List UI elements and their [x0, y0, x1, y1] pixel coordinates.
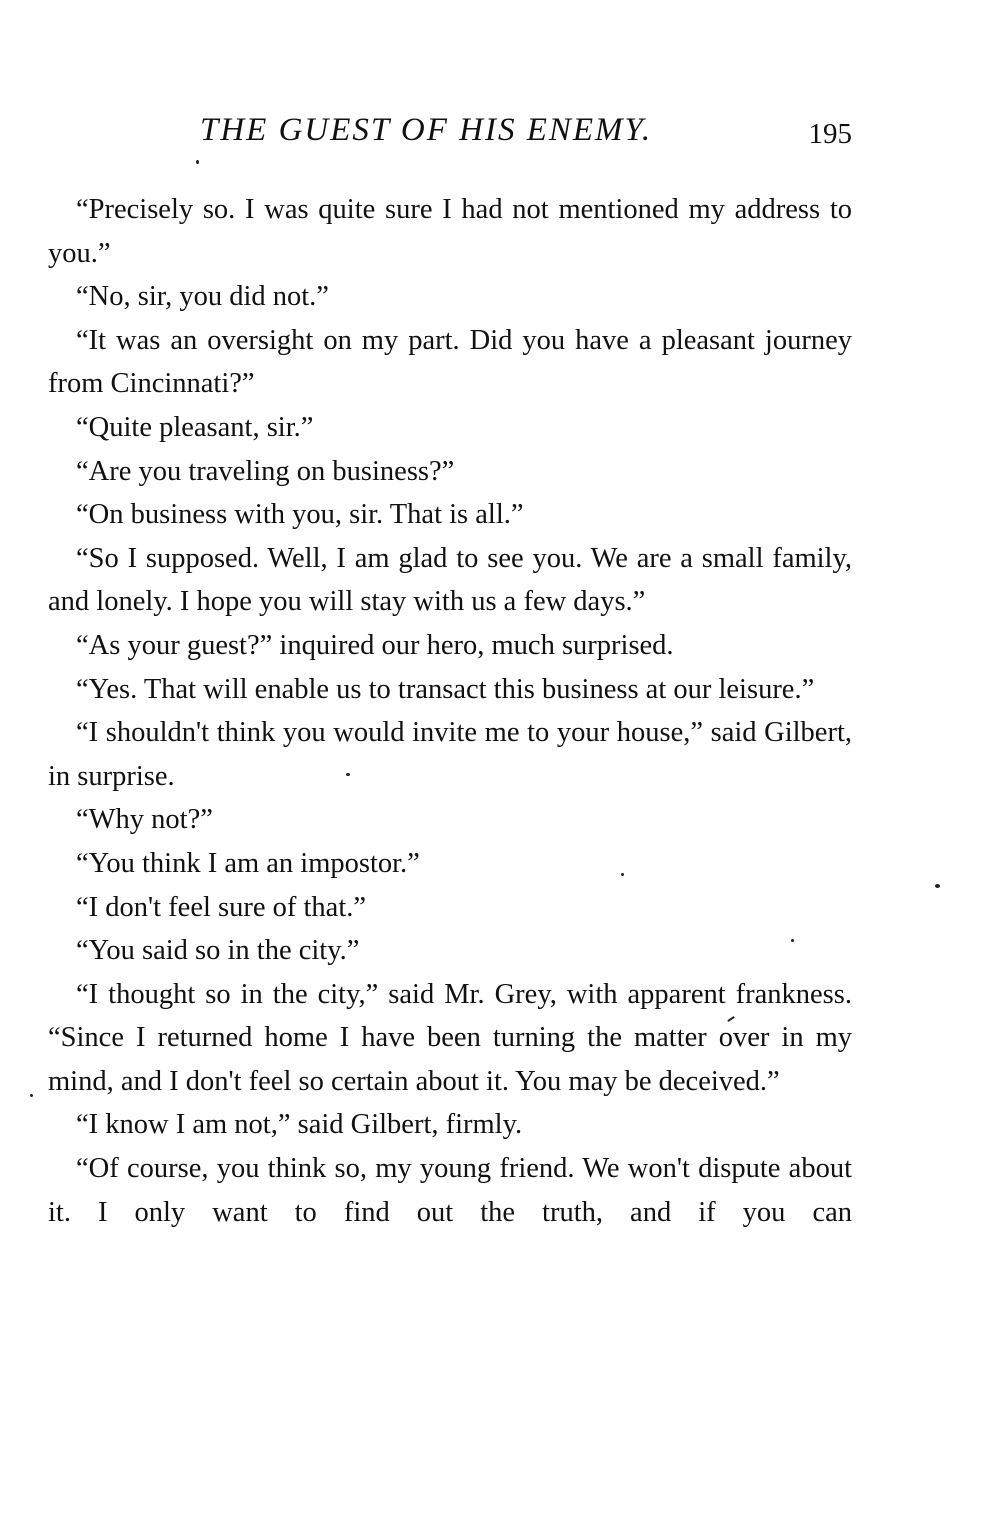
scan-speck — [621, 873, 624, 876]
paragraph: “You think I am an impostor.” — [76, 847, 420, 879]
scan-speck — [196, 160, 199, 164]
paragraph: “No, sir, you did not.” — [76, 281, 329, 313]
scan-speck — [30, 1094, 33, 1097]
paragraph: “I know I am not,” said Gilbert, firmly. — [76, 1109, 523, 1141]
body-text — [48, 188, 852, 1234]
paragraph: “You said so in the city.” — [76, 935, 360, 967]
paragraph: “I thought so in the city,” said Mr. Grey, with apparent frankness. “Since I returned home I have been turning the matter over in my mind, and I don't feel so certain about it. You may be deceived.” — [48, 978, 852, 1097]
paragraph: “Of course, you think so, my young friend. We won't dispute about it. I only want to find out the truth, and if you can — [48, 1153, 852, 1228]
page-number: 195 — [808, 118, 852, 150]
paragraph: “Why not?” — [76, 804, 213, 836]
paragraph: “Precisely so. I was quite sure I had not mentioned my address to you.” — [48, 194, 852, 269]
paragraph: “I don't feel sure of that.” — [76, 891, 367, 923]
scan-speck — [791, 939, 794, 942]
paragraph: “On business with you, sir. That is all.” — [76, 499, 524, 531]
paragraph: “Are you traveling on business?” — [76, 455, 455, 487]
running-head — [0, 112, 990, 160]
paragraph: “It was an oversight on my part. Did you have a pleasant journey from Cincinnati?” — [48, 324, 852, 400]
paragraph: “As your guest?” inquired our hero, much surprised. — [76, 629, 674, 661]
paragraph: “Yes. That will enable us to transact this business at our leisure.” — [76, 673, 815, 705]
scan-speck — [935, 884, 940, 888]
paragraph: “Quite pleasant, sir.” — [76, 411, 314, 443]
paragraph: “So I supposed. Well, I am glad to see you. We are a small family, and lonely. I hope you will stay with us a few days.” — [48, 542, 852, 618]
paragraph: “I shouldn't think you would invite me to your house,” said Gilbert, in surprise. — [48, 717, 852, 792]
running-title: THE GUEST OF HIS ENEMY. — [200, 112, 653, 148]
scan-speck — [346, 773, 350, 776]
